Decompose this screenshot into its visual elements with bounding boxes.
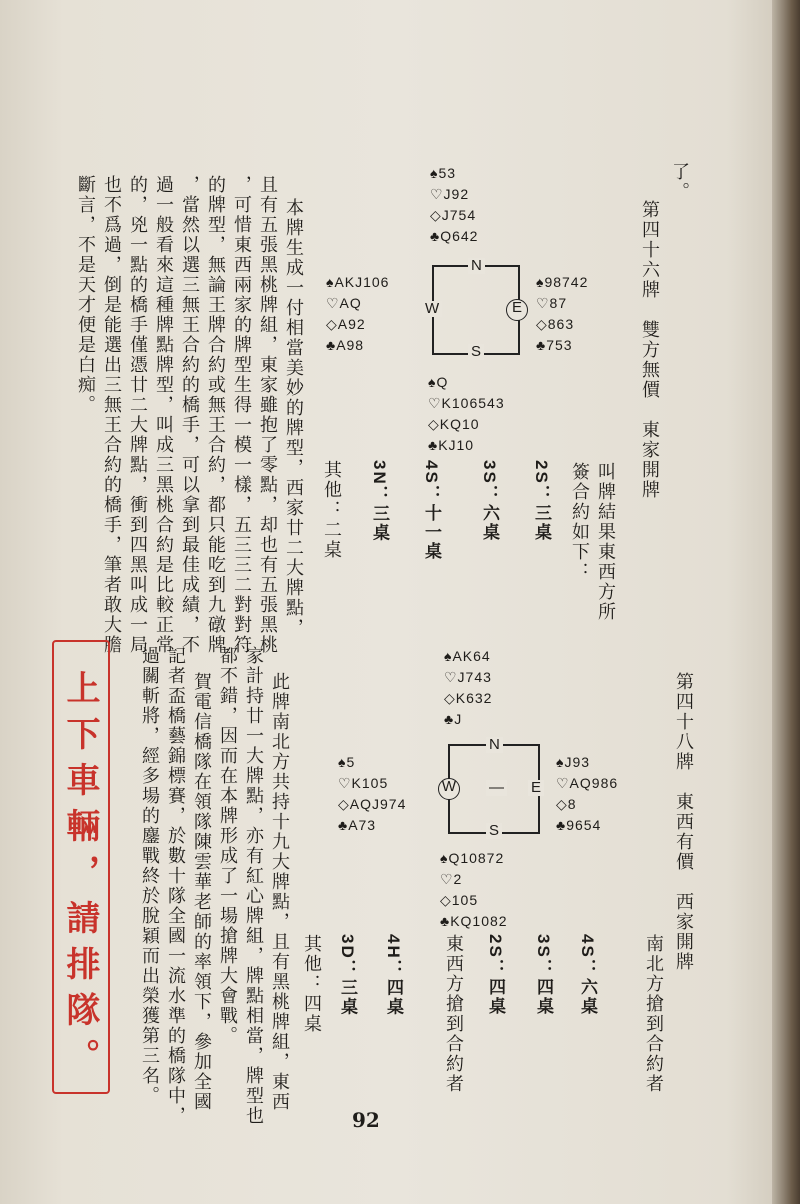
board-46-south-hand: ♠Q ♡K106543 ◇KQ10 ♣KJ10 (428, 374, 505, 453)
board-46-compass (425, 257, 522, 360)
board-48-east-hand: ♠J93 ♡AQ986 ◇8 ♣9654 (556, 754, 619, 833)
board-48-other: 其他：四桌 (301, 934, 322, 1034)
board-46-result-2s: 2S：三桌 (532, 460, 551, 542)
compass-east: E (528, 780, 544, 796)
compass-north: N (486, 737, 503, 753)
board-46-west-hand: ♠AKJ106 ♡AQ ◇A92 ♣A98 (326, 274, 390, 353)
board-46-result-3n: 3N：三桌 (370, 460, 389, 543)
compass-west-dealer: W (438, 778, 460, 800)
page-number: 92 (352, 1108, 380, 1132)
compass-east-dealer: E (506, 299, 528, 321)
board-48-title: 第四十八牌 東西有價 西家開牌 (673, 672, 694, 972)
board-46-title: 第四十六牌 雙方無價 東家開牌 (639, 200, 660, 500)
board-48-compass (441, 736, 542, 839)
compass-south: S (486, 823, 502, 839)
board-48-ns-result-4s: 4S：六桌 (578, 934, 597, 1016)
previous-text-end: 了。 (669, 162, 690, 202)
board-48-ew-result-3d: 3D：三桌 (338, 934, 357, 1017)
board-48-ns-result-2s: 2S：四桌 (486, 934, 505, 1016)
book-spine (772, 0, 800, 1204)
board-48-south-hand: ♠Q10872 ♡2 ◇105 ♣KQ1082 (440, 850, 508, 929)
board-46-bid-intro-2: 簽合約如下： (569, 462, 590, 582)
slogan-box (52, 640, 110, 1094)
board-46-result-other: 其他：二桌 (321, 460, 342, 560)
board-48-north-hand: ♠AK64 ♡J743 ◇K632 ♣J (444, 648, 493, 727)
slogan-text: 上下車輛，請排隊。 (60, 670, 100, 1084)
board-48-ns-intro: 南北方搶到合約者 (643, 934, 664, 1094)
board-46-bid-intro-1: 叫牌結果東西方所 (595, 462, 616, 622)
board-48-ns-result-3s: 3S：四桌 (534, 934, 553, 1016)
board-46-north-hand: ♠53 ♡J92 ◇J754 ♣Q642 (430, 165, 479, 244)
compass-south: S (468, 344, 484, 360)
board-46-result-4s: 4S：十一桌 (422, 460, 441, 561)
board-46-result-3s: 3S：六桌 (480, 460, 499, 542)
board-48-ew-result-4h: 4H：四桌 (384, 934, 403, 1017)
board-48-west-hand: ♠5 ♡K105 ◇AQJ974 ♣A73 (338, 754, 407, 833)
board-48-ew-intro: 東西方搶到合約者 (443, 934, 464, 1094)
compass-north: N (468, 258, 485, 274)
compass-dash: — (486, 780, 507, 796)
compass-west: W (422, 301, 442, 317)
book-page: 了。 第四十六牌 雙方無價 東家開牌 ♠53 ♡J92 ◇J754 ♣Q642 ♠AKJ106 ♡AQ ◇A92 ♣A98 ♠98742 ♡87 ◇863 ♣753 ♠Q ♡K106543 ◇KQ10 ♣KJ10 N S W E 叫牌結果東西方所 簽合約如下： 2S：三桌 3S：六桌 4S：十一桌 3N：三桌 其他：二桌 本牌生成一付相當美妙的牌型，西家廿二大牌點， 且有五張黑桃牌組，東家雖抱了零點，却也有五張黑桃 ，可惜東西兩家的牌型生得一模一樣，五三三二對對符 的牌型，無論王牌合約或無王合約，都只能吃到九礅牌 ，當然以選三無王合約的橋手，可以拿到最佳成績，不 過一般看來這種牌點牌型，叫成三黑桃合約是比較正常 的，兇一點的橋手僅憑廿二大牌點，衝到四黑叫成一局 也不爲過，倒是能選出三無王合約的橋手，筆者敢大膽 斷言，不是天才便是白痴。 第四十八牌 東西有價 西家開牌 ♠AK64 ♡J743 ◇K632 ♣J ♠5 ♡K105 ◇AQJ974 ♣A73 ♠J93 ♡AQ986 ◇8 ♣9654 ♠Q10872 ♡2 ◇105 ♣KQ1082 N S W — E 南北方搶到合約者 4S：六桌 3S：四桌 2S：四桌 東西方搶到合約者 4H：四桌 3D：三桌 其他：四桌 此牌南北方共持十九大牌點，且有黑桃牌組，東西 家計持廿一大牌點，亦有紅心牌組，牌點相當，牌型也 都不錯，因而在本牌形成了一場搶牌大會戰。 賀電信橋隊在領隊陳雲華老師的率領下，參加全國 記者盃橋藝錦標賽，於數十隊全國一流水準的橋隊中， 過關斬將，經多場的鏖戰終於脫穎而出榮獲第三名。 上下車輛，請排隊。 92 (0, 0, 790, 1204)
board-46-east-hand: ♠98742 ♡87 ◇863 ♣753 (536, 274, 589, 353)
